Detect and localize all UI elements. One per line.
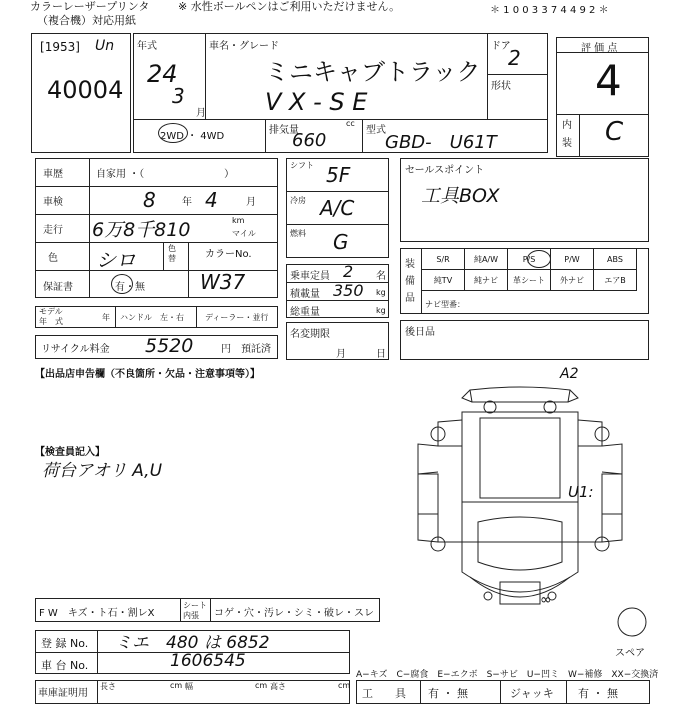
windshield bbox=[478, 517, 562, 570]
chassis-value: 1606545 bbox=[170, 651, 246, 671]
rear-left-wheel bbox=[484, 401, 496, 413]
gross-label: 総重量 bbox=[290, 307, 320, 318]
equip-abs: ABS bbox=[594, 249, 637, 270]
oo-mark: ∞ bbox=[540, 592, 552, 608]
rating-label: 評 価 点 bbox=[581, 43, 618, 54]
drive-label: 2WD ・ 4WD bbox=[160, 131, 225, 142]
seat-label-2: 内張 bbox=[183, 611, 199, 620]
warranty-value: 有・無 bbox=[115, 282, 145, 293]
mark-u1: U1: bbox=[568, 483, 594, 501]
year-value: 24 bbox=[147, 60, 178, 88]
color-value: シロ bbox=[96, 248, 136, 272]
ballpoint-note: ※ 水性ボールペンはご利用いただけません。 bbox=[178, 0, 401, 13]
model-year-unit: 年 bbox=[102, 313, 110, 322]
load-unit: kg bbox=[376, 288, 386, 297]
left-headlight bbox=[484, 592, 492, 600]
left-rear-panel bbox=[438, 420, 462, 446]
right-rear-panel bbox=[578, 420, 602, 446]
equipment-label-1: 装 bbox=[405, 259, 415, 270]
interior-score: C bbox=[605, 117, 624, 147]
equip-ps: P/S bbox=[508, 249, 551, 270]
mileage-unit-km: km bbox=[232, 216, 245, 225]
year-label: 年式 bbox=[137, 41, 157, 52]
month-label: 月 bbox=[196, 108, 206, 119]
name-label: 車名・グレード bbox=[209, 41, 279, 52]
equip-pw: P/W bbox=[551, 249, 594, 270]
recycle-value: 5520 bbox=[145, 335, 194, 357]
color-no-label: カラーNo. bbox=[205, 249, 252, 260]
right-middle-side bbox=[602, 474, 622, 514]
rear-gate-corners bbox=[462, 390, 578, 402]
cert-label: 車庫証明用 bbox=[38, 688, 88, 699]
cab bbox=[462, 502, 578, 592]
reg-expiry-label: 名変期限 bbox=[290, 329, 330, 340]
rating-score: 4 bbox=[595, 56, 622, 105]
cm-label-1: cm bbox=[170, 681, 183, 690]
door-label: ドア bbox=[491, 41, 511, 52]
inspection-year-label: 年 bbox=[182, 197, 192, 208]
width-label: 幅 bbox=[185, 682, 193, 691]
month-value: 3 bbox=[172, 84, 185, 108]
length-label: 長さ bbox=[100, 682, 116, 691]
displacement-label: 排気量 bbox=[269, 125, 299, 136]
left-rear-side bbox=[418, 444, 438, 474]
equip-leather: 革シート bbox=[508, 270, 551, 291]
spare-label: スペア bbox=[615, 648, 645, 659]
reg-label: 登 録 No. bbox=[41, 637, 89, 650]
inspection-month-label: 月 bbox=[246, 197, 256, 208]
gross-unit: kg bbox=[376, 306, 386, 315]
sales-point-box bbox=[400, 158, 649, 242]
shift-label: シフト bbox=[290, 161, 314, 170]
right-rear-side bbox=[602, 444, 622, 474]
truck-bed-inner bbox=[480, 418, 560, 498]
rear-gate bbox=[470, 387, 570, 402]
reg-expiry-month: 月 bbox=[336, 349, 346, 360]
cc-label: cc bbox=[346, 119, 355, 128]
mileage-label: 走行 bbox=[43, 225, 63, 236]
shape-label: 形状 bbox=[491, 81, 511, 92]
cm-label-2: cm bbox=[255, 681, 268, 690]
lot-box bbox=[31, 33, 131, 153]
equipment-label-2: 備 bbox=[405, 276, 415, 287]
history-value: 自家用 ・（ ） bbox=[96, 169, 235, 180]
seat-label-1: シート bbox=[183, 601, 207, 610]
color-change-label: 色替 bbox=[168, 244, 176, 263]
spare-tire bbox=[618, 608, 646, 636]
inspector-text: 荷台アオリ A,U bbox=[42, 461, 163, 481]
capacity-value: 2 bbox=[343, 262, 354, 281]
ac-value: A/C bbox=[320, 196, 355, 220]
damage-legend: A−キズ C−腐食 E−エクボ S−サビ U−凹ミ W−補修 XX−交換済 bbox=[356, 670, 659, 680]
tools-value: 有 ・ 無 bbox=[428, 687, 468, 700]
form-number: ＊ 1 0 0 3 3 7 4 4 9 2 ＊ bbox=[490, 5, 609, 16]
drive-circle bbox=[158, 123, 188, 143]
equip-aw: 純A/W bbox=[465, 249, 508, 270]
inspection-month: 4 bbox=[205, 188, 218, 212]
truck-bed bbox=[462, 412, 578, 502]
load-value: 350 bbox=[333, 281, 364, 300]
left-middle-side bbox=[418, 474, 438, 514]
interior-label-1: 内 bbox=[562, 120, 572, 131]
dealer-label: ディーラー・並行 bbox=[205, 313, 269, 322]
model-value: GBD- U61T bbox=[385, 132, 497, 153]
equipment-label-3: 品 bbox=[405, 293, 415, 304]
equip-airbag: エアB bbox=[594, 270, 637, 291]
seller-notes-label: 【出品店申告欄（不良箇所・欠品・注意事項等）】 bbox=[35, 369, 260, 380]
model-year-label-2: 年 式 bbox=[39, 317, 63, 326]
check-row-text: F W キズ・ト石・割レX bbox=[39, 608, 155, 619]
recycle-label: リサイクル料金 bbox=[41, 344, 110, 355]
front-grille bbox=[500, 582, 540, 604]
rear-right-wheel bbox=[544, 401, 556, 413]
door-value: 2 bbox=[508, 46, 521, 70]
mileage-value: 6万8千810 bbox=[92, 219, 191, 241]
inspection-label: 車検 bbox=[43, 197, 63, 208]
equip-tv: 純TV bbox=[422, 270, 465, 291]
history-label: 車歴 bbox=[43, 169, 63, 180]
grade-value: V X - S E bbox=[265, 88, 368, 116]
interior-label-2: 装 bbox=[562, 138, 572, 149]
jack-value: 有 ・ 無 bbox=[578, 687, 618, 700]
printer-note: カラーレーザープリンタ bbox=[30, 0, 150, 13]
recycle-suffix: 円 預託済 bbox=[221, 344, 271, 355]
model-label: 型式 bbox=[366, 125, 386, 136]
shift-value: 5F bbox=[326, 163, 351, 187]
mark-a2: A2 bbox=[560, 366, 579, 382]
reg-expiry-day: 日 bbox=[376, 349, 386, 360]
fuel-value: G bbox=[333, 230, 349, 254]
tools-label: 工 具 bbox=[362, 687, 406, 700]
stock-tag: [1953] bbox=[40, 40, 80, 54]
ps-circle bbox=[527, 250, 551, 268]
name-value: ミニキャブトラック bbox=[265, 58, 481, 86]
stock-tag-suffix: Un bbox=[95, 38, 115, 54]
inspector-label: 【検査員記入】 bbox=[35, 447, 105, 458]
fuel-label: 燃料 bbox=[290, 229, 306, 238]
sales-point-value: 工具BOX bbox=[421, 185, 500, 207]
height-label: 高さ bbox=[270, 682, 286, 691]
color-no-value: W37 bbox=[200, 270, 246, 294]
paper-note: （複合機）対応用紙 bbox=[37, 14, 136, 27]
chassis-label: 車 台 No. bbox=[41, 659, 89, 672]
aftermarket-box bbox=[400, 320, 649, 360]
displacement-value: 660 bbox=[292, 130, 327, 151]
mileage-unit-mile: マイル bbox=[232, 229, 256, 238]
inspection-year: 8 bbox=[143, 188, 156, 212]
jack-label: ジャッキ bbox=[510, 687, 554, 700]
handle-label: ハンドル 左・右 bbox=[120, 313, 184, 322]
equip-navi: 純ナビ bbox=[465, 270, 508, 291]
navi-label: ナビ型番： bbox=[425, 300, 465, 309]
load-label: 積載量 bbox=[290, 289, 320, 300]
seat-row-text: コゲ・穴・汚レ・シミ・破レ・スレ bbox=[214, 608, 374, 619]
equip-sr: S/R bbox=[422, 249, 465, 270]
color-label: 色 bbox=[48, 253, 58, 264]
warranty-label: 保証書 bbox=[43, 282, 73, 293]
equip-ext-navi: 外ナビ bbox=[551, 270, 594, 291]
sales-point-label: セールスポイント bbox=[405, 165, 485, 176]
lot-number: 40004 bbox=[47, 76, 124, 104]
car-diagram bbox=[400, 372, 650, 642]
reg-value: ミエ 480 は 6852 bbox=[115, 633, 270, 653]
model-year-label-1: モデル bbox=[39, 307, 63, 316]
warranty-circle bbox=[111, 274, 133, 294]
ac-label: 冷房 bbox=[290, 196, 306, 205]
aftermarket-label: 後日品 bbox=[405, 327, 435, 338]
cm-label-3: cm bbox=[338, 681, 351, 690]
capacity-unit: 名 bbox=[376, 271, 386, 282]
capacity-label: 乗車定員 bbox=[290, 271, 330, 282]
